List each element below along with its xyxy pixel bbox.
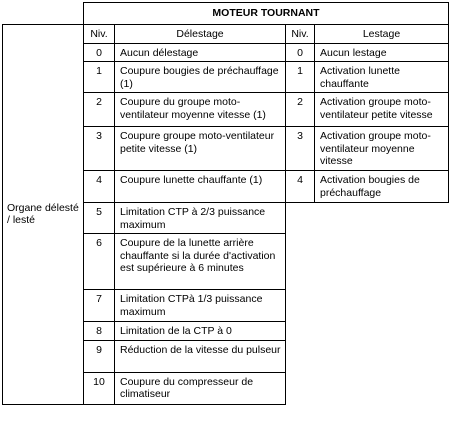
niv-lestage-cell: 0: [286, 43, 315, 62]
niv-delestage-cell: 10: [84, 372, 115, 404]
delestage-cell: Réduction de la vitesse du pulseur: [115, 340, 286, 372]
delestage-cell: Coupure du groupe moto-ventilateur moyenne vitesse (1): [115, 93, 286, 127]
delestage-cell: Coupure lunette chauffante (1): [115, 171, 286, 203]
lestage-cell: Aucun lestage: [315, 43, 449, 62]
header-niv-lestage: Niv.: [286, 25, 315, 44]
delestage-cell: Limitation de la CTP à 0: [115, 322, 286, 341]
niv-delestage-cell: 1: [84, 62, 115, 93]
delestage-cell: Coupure groupe moto-ventilateur petite vitesse (1): [115, 127, 286, 171]
niv-delestage-cell: 5: [84, 203, 115, 234]
niv-delestage-cell: 9: [84, 340, 115, 372]
header-row: [3, 25, 449, 44]
niv-lestage-cell: 2: [286, 93, 315, 127]
niv-lestage-cell: 1: [286, 62, 315, 93]
niv-delestage-cell: 6: [84, 234, 115, 290]
lestage-cell: Activation lunette chauffante: [315, 62, 449, 93]
niv-lestage-cell: 3: [286, 127, 315, 171]
delestage-cell: Aucun délestage: [115, 43, 286, 62]
niv-lestage-cell: 4: [286, 171, 315, 203]
delestage-cell: Limitation CTP à 2/3 puissance maximum: [115, 203, 286, 234]
lestage-cell: Activation bougies de préchauffage: [315, 171, 449, 203]
delestage-cell: Limitation CTPà 1/3 puissance maximum: [115, 290, 286, 322]
lestage-cell: Activation groupe moto-ventilateur moyenne vitesse: [315, 127, 449, 171]
header-niv-delestage: Niv.: [84, 25, 115, 44]
load-shedding-table: [2, 2, 449, 405]
corner-cell: [3, 3, 84, 25]
lestage-cell: Activation groupe moto-ventilateur petite vitesse: [315, 93, 449, 127]
niv-delestage-cell: 3: [84, 127, 115, 171]
table-title: MOTEUR TOURNANT: [84, 3, 449, 25]
niv-delestage-cell: 0: [84, 43, 115, 62]
header-delestage: Délestage: [115, 25, 286, 44]
niv-delestage-cell: 7: [84, 290, 115, 322]
delestage-cell: Coupure du compresseur de climatiseur: [115, 372, 286, 404]
title-row: [3, 3, 449, 25]
delestage-cell: Coupure de la lunette arrière chauffante si la durée d'activation est supérieure à 6 minutes: [115, 234, 286, 290]
row-label-organe: Organe délesté / lesté: [3, 25, 84, 405]
delestage-cell: Coupure bougies de préchauffage (1): [115, 62, 286, 93]
niv-delestage-cell: 2: [84, 93, 115, 127]
niv-delestage-cell: 8: [84, 322, 115, 341]
empty-lestage-area: [286, 203, 449, 405]
header-lestage: Lestage: [315, 25, 449, 44]
niv-delestage-cell: 4: [84, 171, 115, 203]
